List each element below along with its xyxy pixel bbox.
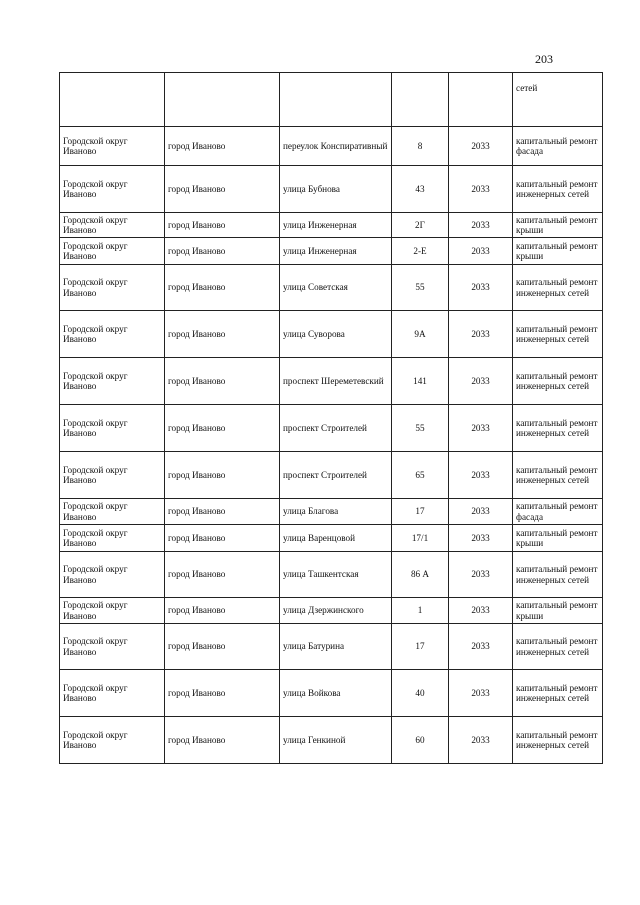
cell-city: город Иваново [165,311,280,358]
cell-street: проспект Строителей [280,452,392,499]
cell-district: Городской округ Иваново [60,717,165,764]
cell-year: 2033 [449,717,513,764]
cell-district: Городской округ Иваново [60,358,165,405]
cell-year: 2033 [449,670,513,717]
cell-year: 2033 [449,127,513,166]
cell-house: 43 [392,166,449,213]
cell-city: город Иваново [165,624,280,670]
cell-year: 2033 [449,452,513,499]
cell-house: 9А [392,311,449,358]
cell-house: 55 [392,265,449,311]
cell-year: 2033 [449,265,513,311]
cell-house: 17/1 [392,525,449,552]
cell-year: 2033 [449,525,513,552]
housing-repair-table [59,72,603,764]
table-row [60,238,603,265]
cell-year: 2033 [449,598,513,624]
cell-year: 2033 [449,405,513,452]
cell-house: 141 [392,358,449,405]
cell-district: Городской округ Иваново [60,598,165,624]
table-row [60,717,603,764]
cell-year: 2033 [449,213,513,238]
cell-house: 40 [392,670,449,717]
cell-year: 2033 [449,552,513,598]
cell-street [280,73,392,127]
page-number: 203 [535,52,553,66]
table-row [60,127,603,166]
table-row [60,452,603,499]
table-row [60,670,603,717]
cell-street: улица Варенцовой [280,525,392,552]
cell-work: капитальный ремонт инженерных сетей [513,405,603,452]
cell-city: город Иваново [165,452,280,499]
cell-house: 2Г [392,213,449,238]
cell-district: Городской округ Иваново [60,552,165,598]
table-row [60,358,603,405]
cell-city: город Иваново [165,238,280,265]
cell-year: 2033 [449,499,513,525]
cell-house: 60 [392,717,449,764]
table-row [60,166,603,213]
cell-district: Городской округ Иваново [60,499,165,525]
cell-city: город Иваново [165,717,280,764]
cell-street: улица Инженерная [280,238,392,265]
cell-city: город Иваново [165,166,280,213]
cell-work: сетей [513,73,603,127]
cell-year: 2033 [449,624,513,670]
cell-house [392,73,449,127]
cell-city: город Иваново [165,358,280,405]
cell-street: улица Советская [280,265,392,311]
cell-city: город Иваново [165,213,280,238]
cell-street: проспект Шереметевский [280,358,392,405]
cell-work: капитальный ремонт инженерных сетей [513,670,603,717]
cell-street: улица Суворова [280,311,392,358]
cell-city [165,73,280,127]
table-row [60,311,603,358]
cell-work: капитальный ремонт инженерных сетей [513,717,603,764]
cell-house: 17 [392,624,449,670]
cell-year: 2033 [449,238,513,265]
cell-district: Городской округ Иваново [60,525,165,552]
cell-street: улица Батурина [280,624,392,670]
table-row-continuation [60,73,603,127]
cell-district: Городской округ Иваново [60,265,165,311]
cell-street: улица Бубнова [280,166,392,213]
cell-year: 2033 [449,166,513,213]
cell-city: город Иваново [165,265,280,311]
cell-work: капитальный ремонт фасада [513,499,603,525]
cell-year [449,73,513,127]
table-row [60,265,603,311]
cell-work: капитальный ремонт крыши [513,598,603,624]
cell-work: капитальный ремонт фасада [513,127,603,166]
cell-district: Городской округ Иваново [60,624,165,670]
cell-house: 17 [392,499,449,525]
table-row [60,405,603,452]
table-row [60,499,603,525]
cell-city: город Иваново [165,552,280,598]
cell-work: капитальный ремонт инженерных сетей [513,166,603,213]
cell-work: капитальный ремонт крыши [513,525,603,552]
table-body [60,73,603,764]
cell-city: город Иваново [165,405,280,452]
cell-district: Городской округ Иваново [60,213,165,238]
cell-city: город Иваново [165,525,280,552]
cell-street: улица Генкиной [280,717,392,764]
cell-work: капитальный ремонт инженерных сетей [513,358,603,405]
cell-year: 2033 [449,311,513,358]
cell-house: 86 А [392,552,449,598]
cell-street: переулок Конспиративный [280,127,392,166]
cell-house: 2-Е [392,238,449,265]
table-row [60,213,603,238]
cell-district: Городской округ Иваново [60,238,165,265]
cell-district: Городской округ Иваново [60,405,165,452]
cell-year: 2033 [449,358,513,405]
cell-street: улица Ташкентская [280,552,392,598]
cell-work: капитальный ремонт инженерных сетей [513,624,603,670]
cell-district: Городской округ Иваново [60,166,165,213]
cell-city: город Иваново [165,127,280,166]
cell-street: улица Дзержинского [280,598,392,624]
cell-city: город Иваново [165,598,280,624]
table-row [60,552,603,598]
cell-work: капитальный ремонт инженерных сетей [513,311,603,358]
cell-street: улица Инженерная [280,213,392,238]
cell-house: 55 [392,405,449,452]
cell-city: город Иваново [165,670,280,717]
cell-district [60,73,165,127]
cell-work: капитальный ремонт крыши [513,213,603,238]
table-row [60,598,603,624]
cell-city: город Иваново [165,499,280,525]
table-row [60,624,603,670]
cell-street: проспект Строителей [280,405,392,452]
cell-street: улица Войкова [280,670,392,717]
cell-district: Городской округ Иваново [60,670,165,717]
cell-work: капитальный ремонт крыши [513,238,603,265]
table-row [60,525,603,552]
cell-house: 65 [392,452,449,499]
cell-district: Городской округ Иваново [60,311,165,358]
cell-street: улица Благова [280,499,392,525]
cell-district: Городской округ Иваново [60,452,165,499]
cell-house: 1 [392,598,449,624]
cell-work: капитальный ремонт инженерных сетей [513,452,603,499]
cell-work: капитальный ремонт инженерных сетей [513,265,603,311]
cell-house: 8 [392,127,449,166]
cell-work: капитальный ремонт инженерных сетей [513,552,603,598]
cell-district: Городской округ Иваново [60,127,165,166]
